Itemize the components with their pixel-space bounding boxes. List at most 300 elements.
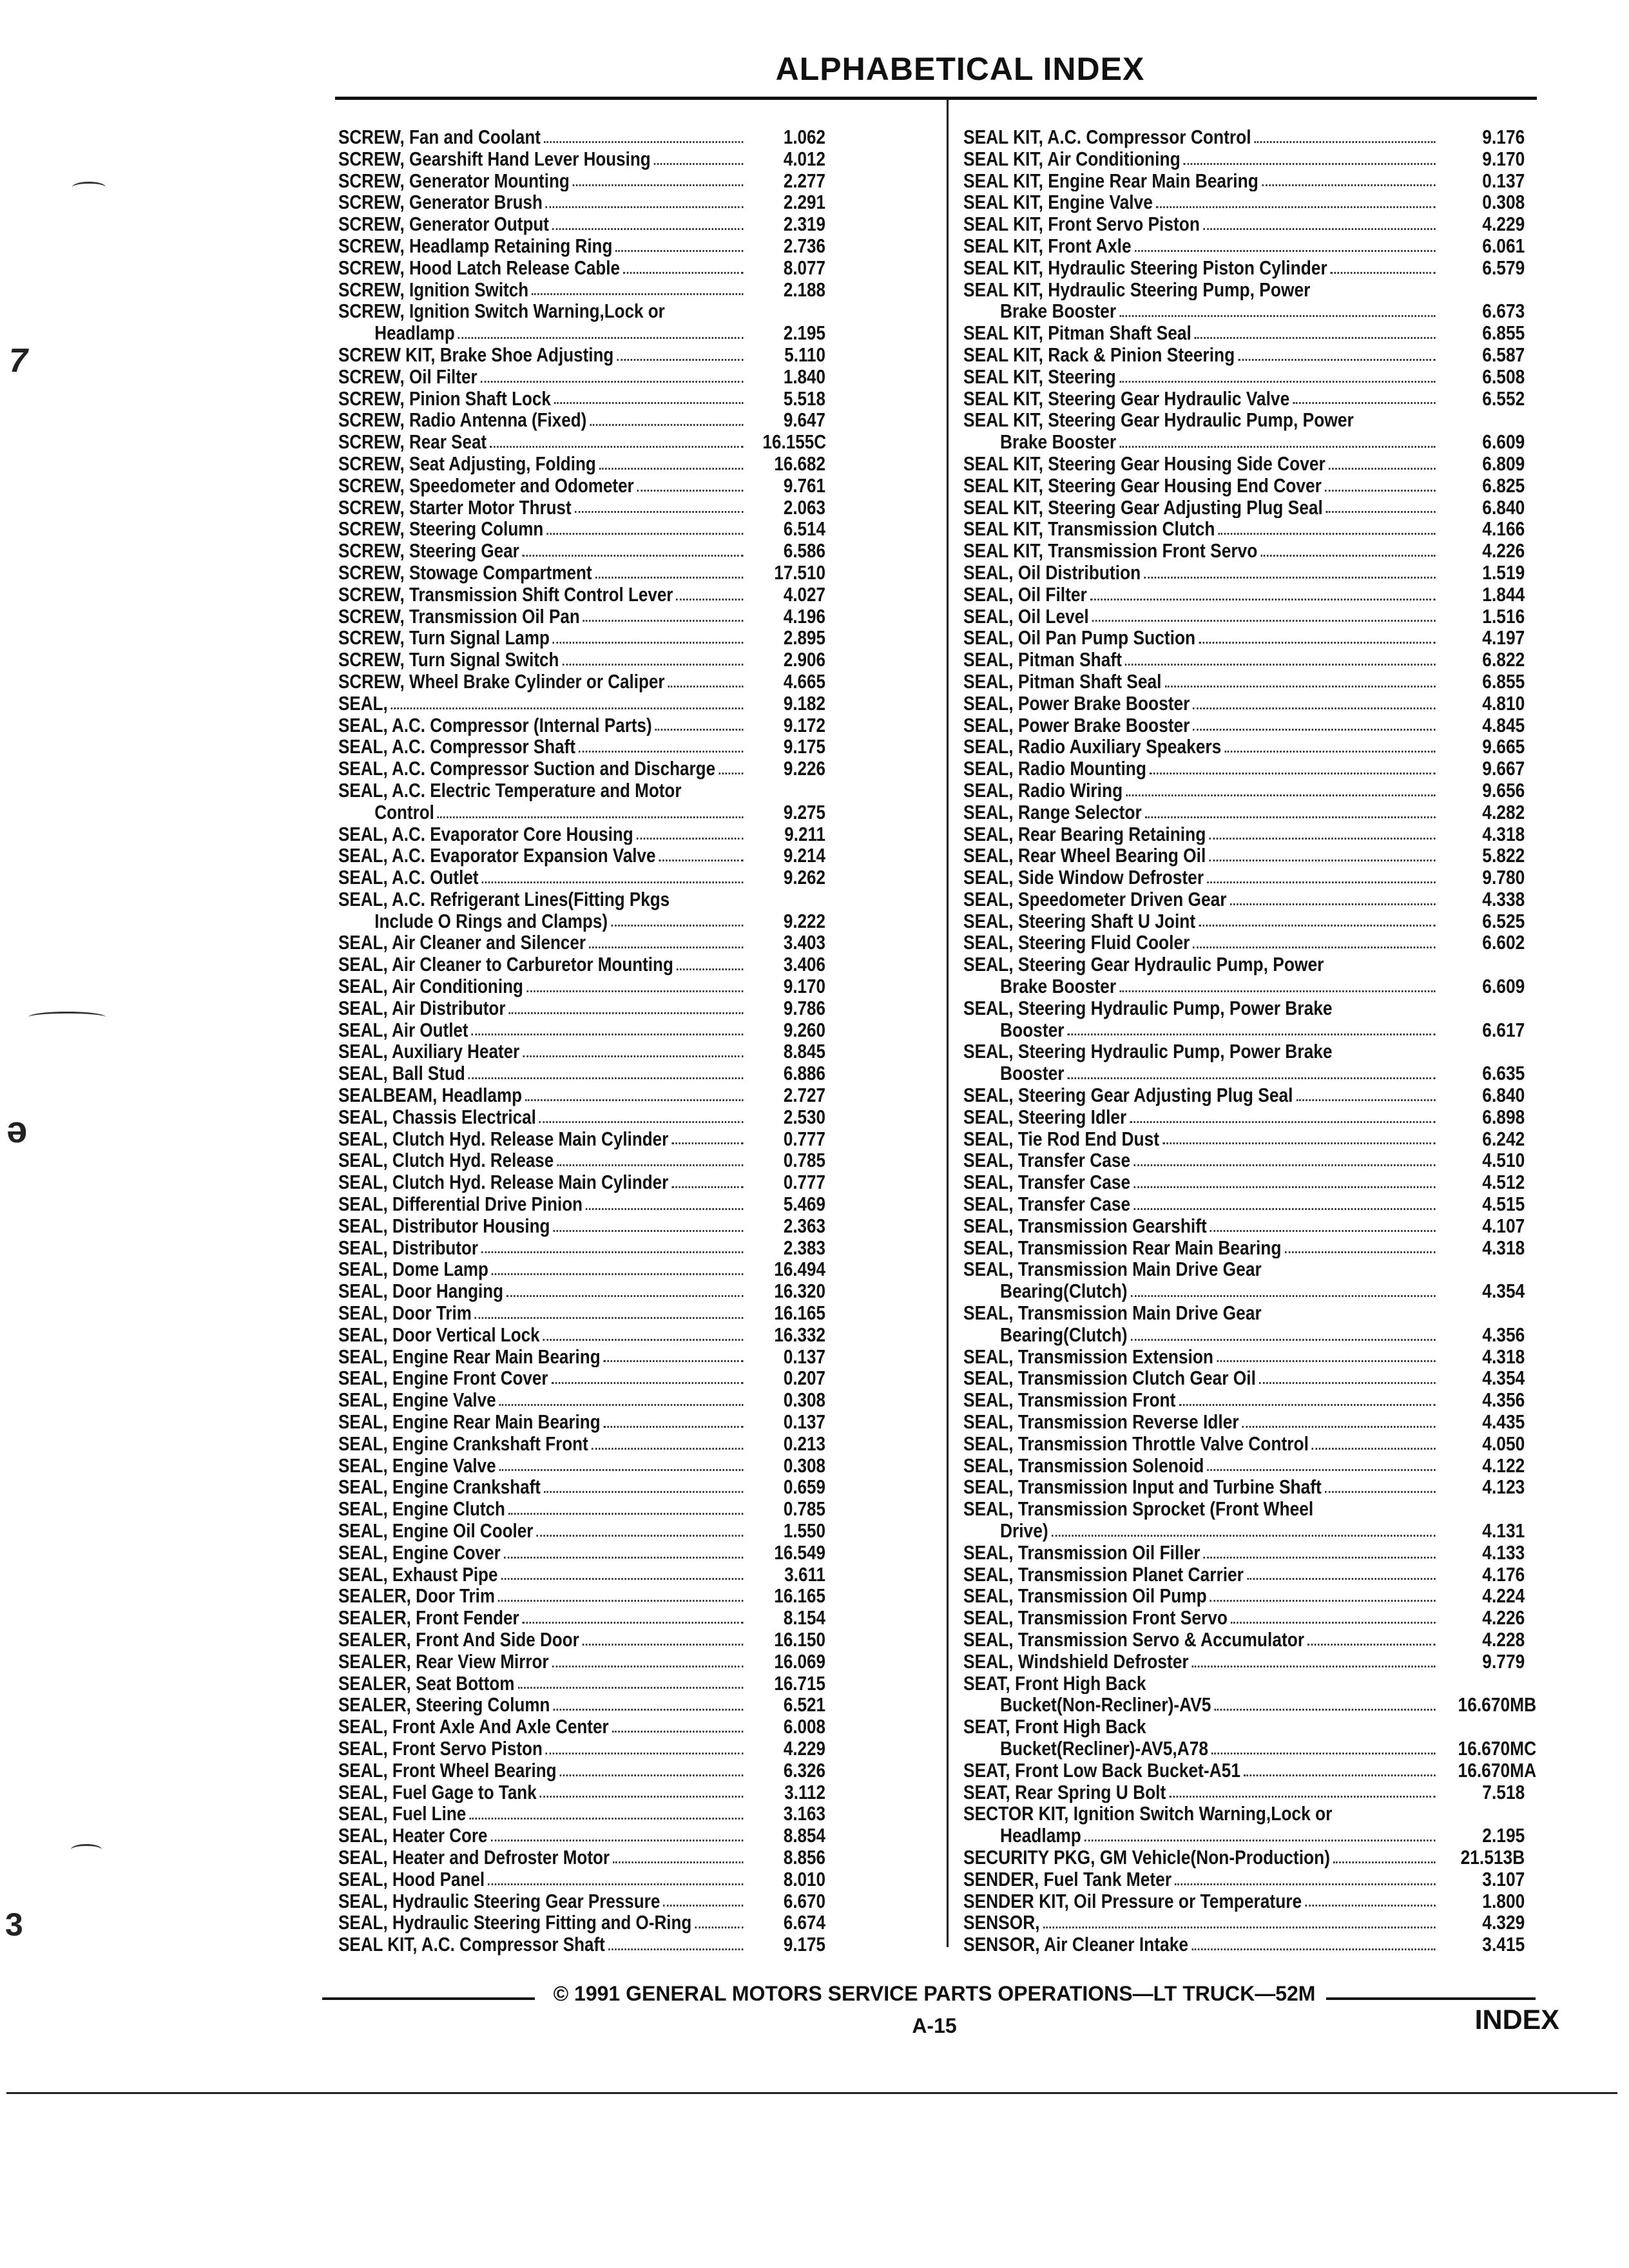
entry-description xyxy=(338,453,746,475)
entry-page-ref: 6.809 xyxy=(1482,452,1525,475)
margin-mark: 7 xyxy=(9,342,28,380)
entry-page-ref: 1.519 xyxy=(1482,561,1525,584)
entry-description-text: SEAL, Dome Lamp xyxy=(338,1258,488,1281)
entry-page-ref: 4.224 xyxy=(1482,1584,1525,1608)
entry-description xyxy=(963,1084,1439,1106)
footer-rule-right xyxy=(1326,1997,1536,2000)
dot-leader xyxy=(659,860,744,861)
entry-description-text: SCREW, Rear Seat xyxy=(338,431,487,453)
entry-description-text: Brake Booster xyxy=(999,975,1117,997)
entry-description-text: SCREW, Ignition Switch Warning,Lock or xyxy=(338,300,665,323)
entry-description xyxy=(338,1455,746,1477)
entry-page-ref: 8.845 xyxy=(783,1040,825,1063)
index-entry xyxy=(963,475,1525,497)
entry-description-text: SEAL, Air Cleaner and Silencer xyxy=(338,932,586,954)
entry-page-ref: 9.214 xyxy=(783,844,825,867)
entry-description xyxy=(963,344,1439,366)
dot-leader xyxy=(623,272,743,274)
entry-description-text: SEAL, Transmission Oil Filler xyxy=(963,1541,1200,1564)
index-entry-continuation xyxy=(963,1520,1525,1542)
entry-description-text: SEAL, Transmission Rear Main Bearing xyxy=(963,1236,1282,1259)
entry-description-text: SEAL, Door Trim xyxy=(338,1302,472,1324)
entry-page-ref: 5.110 xyxy=(784,343,825,366)
entry-description-text: SEAL, Rear Bearing Retaining xyxy=(963,823,1206,845)
entry-description xyxy=(963,1760,1439,1782)
entry-description-text: SEAL, Engine Crankshaft xyxy=(338,1476,541,1499)
entry-page-ref: 4.050 xyxy=(1482,1432,1525,1455)
dot-leader xyxy=(1144,577,1435,579)
index-entry xyxy=(338,1367,825,1389)
index-entry xyxy=(963,1411,1525,1433)
entry-description-text: SEAL, A.C. Compressor (Internal Parts) xyxy=(338,714,652,736)
entry-description xyxy=(963,932,1439,954)
dot-leader xyxy=(583,1644,744,1646)
entry-description xyxy=(963,1302,1439,1324)
entry-description-text: SEALER, Seat Bottom xyxy=(338,1672,515,1695)
entry-description xyxy=(338,997,746,1019)
entry-page-ref: 6.579 xyxy=(1482,256,1525,279)
dot-leader xyxy=(1193,947,1435,948)
index-entry xyxy=(963,213,1525,235)
entry-description-text: SEAL, Steering Hydraulic Pump, Power Brake xyxy=(963,1041,1333,1063)
entry-description-text: SEAL, Heater and Defroster Motor xyxy=(338,1846,610,1869)
entry-description-text: SEAL, A.C. Compressor Shaft xyxy=(338,736,575,758)
entry-description-text: SEAL, A.C. Compressor Suction and Discharge xyxy=(338,758,716,780)
entry-page-ref: 4.226 xyxy=(1482,539,1525,562)
dot-leader xyxy=(1312,1448,1436,1450)
entry-page-ref: 0.308 xyxy=(783,1454,825,1477)
dot-leader xyxy=(1195,337,1436,339)
index-entry xyxy=(963,758,1525,780)
entry-description xyxy=(963,279,1439,301)
entry-description-text: SEAL KIT, Transmission Clutch xyxy=(963,518,1215,541)
index-entry xyxy=(963,1673,1525,1695)
index-entry-continuation xyxy=(338,802,825,823)
entry-description xyxy=(338,431,746,453)
index-column-left xyxy=(338,126,825,1956)
dot-leader xyxy=(1199,642,1435,644)
entry-description xyxy=(338,1019,746,1041)
index-entry xyxy=(338,1237,825,1259)
index-entry xyxy=(963,671,1525,693)
entry-description xyxy=(338,148,746,170)
entry-description xyxy=(963,1803,1439,1825)
index-entry xyxy=(963,126,1525,148)
dot-leader xyxy=(668,686,744,687)
entry-description-text: SEAL, Engine Cover xyxy=(338,1541,501,1564)
entry-description-text: SENSOR, Air Cleaner Intake xyxy=(963,1934,1189,1956)
index-entry xyxy=(963,191,1525,213)
entry-page-ref: 5.518 xyxy=(783,387,825,410)
entry-page-ref: 4.318 xyxy=(1482,822,1525,845)
dot-leader xyxy=(575,511,744,513)
dot-leader xyxy=(1259,1382,1436,1384)
index-entry xyxy=(963,1716,1525,1738)
entry-description-text: SEAL KIT, Hydraulic Steering Piston Cylinder xyxy=(963,256,1327,279)
entry-page-ref: 9.211 xyxy=(784,822,825,845)
entry-description xyxy=(963,322,1439,344)
dot-leader xyxy=(604,1360,744,1362)
dot-leader xyxy=(573,184,743,186)
dot-leader xyxy=(1210,1600,1436,1602)
entry-page-ref: 4.027 xyxy=(783,582,825,606)
entry-description-text: SEAL, Transfer Case xyxy=(963,1193,1131,1215)
entry-description xyxy=(338,1694,746,1716)
entry-description xyxy=(338,606,746,628)
entry-page-ref: 16.069 xyxy=(774,1649,825,1673)
entry-page-ref: 9.170 xyxy=(1482,147,1525,170)
entry-description-text: SEAL, Hood Panel xyxy=(338,1868,485,1890)
entry-page-ref: 4.354 xyxy=(1482,1280,1525,1303)
index-entry xyxy=(338,1912,825,1934)
entry-description xyxy=(963,649,1439,671)
entry-page-ref: 2.895 xyxy=(783,626,825,649)
entry-description-text: SEAL, Ball Stud xyxy=(338,1062,465,1085)
entry-description-text: SEAL, Engine Rear Main Bearing xyxy=(338,1345,601,1368)
entry-description-text: SEAL, Oil Pan Pump Suction xyxy=(963,627,1196,649)
dot-leader xyxy=(546,206,743,208)
index-entry xyxy=(338,540,825,562)
entry-description xyxy=(1000,1694,1439,1716)
entry-page-ref: 9.665 xyxy=(1482,735,1525,758)
entry-description-text: SEAL, Clutch Hyd. Release xyxy=(338,1149,554,1172)
dot-leader xyxy=(1133,1186,1435,1188)
entry-description-text: SEAL KIT, Air Conditioning xyxy=(963,148,1181,170)
entry-page-ref: 4.122 xyxy=(1482,1454,1525,1477)
margin-scrawl xyxy=(71,1844,102,1855)
dot-leader xyxy=(517,1687,743,1689)
index-entry xyxy=(338,279,825,301)
entry-page-ref: 7.518 xyxy=(1482,1780,1525,1803)
entry-description-text: SEAL, Heater Core xyxy=(338,1825,488,1847)
entry-description-text: SEAL, Speedometer Driven Gear xyxy=(963,888,1227,910)
entry-description xyxy=(963,954,1439,975)
entry-description xyxy=(338,1041,746,1062)
entry-description-text: SEAL, A.C. Refrigerant Lines(Fitting Pkgs xyxy=(338,888,670,910)
entry-description xyxy=(963,388,1439,410)
entry-page-ref: 4.665 xyxy=(783,669,825,693)
index-entry xyxy=(963,257,1525,279)
entry-description-text: Brake Booster xyxy=(999,300,1117,323)
entry-description-text: SEAT, Front High Back xyxy=(963,1672,1146,1695)
entry-description xyxy=(963,1912,1439,1934)
entry-description xyxy=(963,1498,1439,1520)
entry-description xyxy=(338,1149,746,1171)
index-entry xyxy=(338,366,825,388)
entry-page-ref: 6.674 xyxy=(783,1911,825,1934)
dot-leader xyxy=(1333,1861,1436,1863)
entry-description-text: SEAT, Front Low Back Bucket-A51 xyxy=(963,1759,1240,1782)
entry-description-text: SEAL, Transfer Case xyxy=(963,1171,1131,1194)
entry-description-text: SEALER, Steering Column xyxy=(338,1694,550,1716)
index-entry xyxy=(338,649,825,671)
index-entry xyxy=(963,1607,1525,1629)
entry-description xyxy=(338,889,746,910)
entry-description-text: SEAT, Front High Back xyxy=(963,1716,1146,1738)
entry-page-ref: 6.673 xyxy=(1482,300,1525,323)
entry-description xyxy=(963,1106,1439,1128)
entry-description xyxy=(338,1585,746,1607)
entry-description-text: SEAL, Door Vertical Lock xyxy=(338,1323,540,1346)
dot-leader xyxy=(1162,1142,1436,1144)
entry-description-text: SCREW, Gearshift Hand Lever Housing xyxy=(338,148,651,170)
dot-leader xyxy=(1247,1578,1436,1580)
entry-description xyxy=(963,126,1439,148)
dot-leader xyxy=(1199,925,1435,927)
index-entry xyxy=(963,693,1525,715)
entry-page-ref: 6.886 xyxy=(783,1062,825,1085)
index-entry xyxy=(963,518,1525,540)
index-entry-continuation xyxy=(338,910,825,932)
entry-description xyxy=(963,1411,1439,1433)
entry-description-text: SCREW, Hood Latch Release Cable xyxy=(338,256,620,279)
index-entry xyxy=(338,213,825,235)
entry-page-ref: 3.107 xyxy=(1482,1867,1525,1890)
entry-description xyxy=(338,1062,746,1084)
entry-page-ref: 4.196 xyxy=(783,604,825,628)
entry-description-text: SEAL, Door Hanging xyxy=(338,1280,504,1303)
index-entry-continuation xyxy=(963,1062,1525,1084)
entry-page-ref: 6.514 xyxy=(783,517,825,541)
index-entry xyxy=(338,1847,825,1869)
entry-description xyxy=(963,213,1439,235)
entry-page-ref: 16.670MC xyxy=(1458,1736,1537,1760)
dot-leader xyxy=(677,968,743,970)
index-entry xyxy=(338,932,825,954)
entry-page-ref: 6.855 xyxy=(1482,322,1525,345)
entry-description xyxy=(338,1433,746,1455)
page-number: A-15 xyxy=(912,2014,957,2037)
entry-description-text: SEAL, Engine Clutch xyxy=(338,1498,505,1520)
entry-description-text: SEAL KIT, Steering Gear Hydraulic Pump, Power xyxy=(963,409,1354,432)
entry-description-text: SEAL KIT, Engine Valve xyxy=(963,191,1153,214)
entry-description xyxy=(1000,300,1439,322)
entry-description-text: SEAL, Auxiliary Heater xyxy=(338,1041,520,1063)
entry-page-ref: 16.332 xyxy=(774,1323,825,1346)
index-entry xyxy=(963,1476,1525,1498)
entry-page-ref: 9.176 xyxy=(1482,126,1525,148)
entry-description-text: SCREW, Oil Filter xyxy=(338,365,477,388)
entry-description xyxy=(338,975,746,997)
entry-description xyxy=(1000,1520,1439,1542)
index-entry xyxy=(963,148,1525,170)
dot-leader xyxy=(488,1883,743,1885)
entry-description xyxy=(963,1542,1439,1564)
entry-page-ref: 9.175 xyxy=(783,1933,825,1956)
dot-leader xyxy=(1131,1339,1436,1341)
entry-description-text: SCREW, Generator Brush xyxy=(338,191,543,214)
dot-leader xyxy=(1119,381,1436,383)
entry-description-text: SEAL, Transmission Sprocket (Front Wheel xyxy=(963,1498,1314,1520)
entry-description xyxy=(963,1455,1439,1477)
index-entry xyxy=(963,867,1525,889)
index-entry xyxy=(963,845,1525,867)
dot-leader xyxy=(1126,794,1435,796)
entry-description-text: Control xyxy=(374,801,434,823)
entry-page-ref: 3.112 xyxy=(784,1780,825,1803)
entry-description-text: SEAL, Hydraulic Steering Fitting and O-Ring xyxy=(338,1912,692,1934)
entry-description-text: Booster xyxy=(999,1062,1065,1085)
entry-description-text: SEAL, A.C. Electric Temperature and Motor xyxy=(338,779,682,802)
index-entry xyxy=(963,344,1525,366)
dot-leader xyxy=(695,1927,743,1928)
entry-page-ref: 0.659 xyxy=(783,1475,825,1499)
entry-description xyxy=(338,1171,746,1193)
dot-leader xyxy=(1285,1251,1436,1253)
index-entry xyxy=(963,1106,1525,1128)
title-rule xyxy=(335,97,1537,100)
entry-description-text: SEAL, Tie Rod End Dust xyxy=(963,1128,1160,1150)
entry-page-ref: 6.525 xyxy=(1482,909,1525,932)
entry-page-ref: 2.291 xyxy=(783,191,825,214)
entry-description xyxy=(338,1193,746,1215)
dot-leader xyxy=(1209,860,1435,861)
entry-description xyxy=(374,802,746,823)
index-entry xyxy=(963,1890,1525,1912)
entry-description xyxy=(338,1912,746,1934)
index-entry xyxy=(338,1738,825,1760)
dot-leader xyxy=(553,1709,743,1711)
dot-leader xyxy=(1192,1666,1436,1667)
entry-description-text: SCREW, Generator Output xyxy=(338,213,549,235)
entry-description-text: SEAL, Transmission Clutch Gear Oil xyxy=(963,1367,1256,1390)
entry-page-ref: 1.800 xyxy=(1482,1889,1525,1912)
index-entry-continuation xyxy=(963,1324,1525,1346)
dot-leader xyxy=(1210,1230,1436,1232)
entry-description-text: SEAT, Rear Spring U Bolt xyxy=(963,1781,1166,1803)
index-entry xyxy=(963,1149,1525,1171)
dot-leader xyxy=(1133,1208,1435,1210)
entry-description xyxy=(338,1346,746,1368)
entry-page-ref: 16.165 xyxy=(774,1584,825,1608)
entry-description xyxy=(963,191,1439,213)
index-entry xyxy=(963,1934,1525,1956)
entry-description xyxy=(963,1629,1439,1651)
index-entry xyxy=(963,736,1525,758)
index-entry xyxy=(963,889,1525,910)
entry-page-ref: 9.786 xyxy=(783,996,825,1019)
dot-leader xyxy=(586,1208,743,1210)
entry-page-ref: 4.845 xyxy=(1482,713,1525,736)
index-entry xyxy=(963,715,1525,736)
entry-description-text: SEAL, Windshield Defroster xyxy=(963,1650,1189,1673)
index-entry xyxy=(338,1782,825,1803)
entry-description-text: SEAL, Transmission Main Drive Gear xyxy=(963,1258,1262,1281)
dot-leader xyxy=(617,359,743,361)
index-entry xyxy=(338,1346,825,1368)
index-entry xyxy=(338,1062,825,1084)
dot-leader xyxy=(595,577,744,579)
entry-page-ref: 2.530 xyxy=(783,1105,825,1128)
index-entry xyxy=(963,1847,1525,1869)
entry-description-text: SEAL, Range Selector xyxy=(963,801,1142,823)
dot-leader xyxy=(1090,599,1436,601)
dot-leader xyxy=(552,228,743,230)
entry-page-ref: 4.228 xyxy=(1482,1628,1525,1651)
entry-description-text: SEALER, Front And Side Door xyxy=(338,1628,579,1651)
dot-leader xyxy=(599,468,744,470)
entry-description xyxy=(338,1803,746,1825)
entry-description-text: SEAL, Transmission Front xyxy=(963,1389,1176,1412)
entry-page-ref: 4.131 xyxy=(1482,1519,1525,1542)
dot-leader xyxy=(1217,1360,1436,1362)
entry-description xyxy=(963,1564,1439,1586)
dot-leader xyxy=(1329,468,1436,470)
dot-leader xyxy=(1193,707,1436,709)
dot-leader xyxy=(583,620,743,622)
entry-page-ref: 9.667 xyxy=(1482,757,1525,780)
entry-page-ref: 2.277 xyxy=(783,169,825,192)
entry-description xyxy=(1000,1062,1439,1084)
entry-description-text: SEAL, Transmission Front Servo xyxy=(963,1607,1228,1629)
dot-leader xyxy=(552,1382,744,1384)
dot-leader xyxy=(1231,1622,1436,1624)
index-entry xyxy=(338,1476,825,1498)
entry-page-ref: 8.854 xyxy=(783,1824,825,1847)
entry-description xyxy=(338,1106,746,1128)
entry-description-text: SEAL, Transfer Case xyxy=(963,1149,1131,1172)
entry-description-text: SCREW, Headlamp Retaining Ring xyxy=(338,235,613,257)
entry-page-ref: 0.137 xyxy=(783,1345,825,1368)
dot-leader xyxy=(1242,1426,1436,1428)
entry-description xyxy=(963,1607,1439,1629)
entry-description xyxy=(338,235,746,257)
entry-description xyxy=(963,910,1439,932)
dot-leader xyxy=(1260,555,1435,557)
index-entry xyxy=(963,780,1525,802)
entry-page-ref: 4.012 xyxy=(783,147,825,170)
entry-description-text: SEAL KIT, Steering Gear Hydraulic Valve xyxy=(963,387,1290,410)
entry-description xyxy=(963,475,1439,497)
dot-leader xyxy=(481,1251,743,1253)
entry-description xyxy=(338,867,746,889)
entry-description xyxy=(963,1651,1439,1673)
entry-page-ref: 4.229 xyxy=(783,1736,825,1760)
index-entry xyxy=(338,758,825,780)
entry-description xyxy=(338,627,746,649)
index-entry xyxy=(338,1302,825,1324)
index-entry xyxy=(338,867,825,889)
index-entry xyxy=(963,954,1525,975)
entry-page-ref: 2.383 xyxy=(783,1236,825,1259)
entry-description xyxy=(1000,1280,1439,1302)
entry-page-ref: 9.226 xyxy=(783,757,825,780)
entry-page-ref: 6.508 xyxy=(1482,365,1525,388)
index-entry xyxy=(963,279,1525,301)
dot-leader xyxy=(482,881,744,883)
index-entry xyxy=(963,1498,1525,1520)
index-entry xyxy=(338,453,825,475)
index-entry xyxy=(963,1455,1525,1477)
index-entry xyxy=(338,1455,825,1477)
entry-description-text: SCREW, Transmission Oil Pan xyxy=(338,605,580,628)
index-entry xyxy=(338,584,825,606)
index-entry xyxy=(963,1389,1525,1411)
entry-page-ref: 6.061 xyxy=(1482,234,1525,257)
index-entry xyxy=(338,1280,825,1302)
entry-description xyxy=(338,780,746,802)
dot-leader xyxy=(718,773,743,774)
dot-leader xyxy=(671,1186,743,1188)
index-entry xyxy=(338,1498,825,1520)
entry-description xyxy=(338,1738,746,1760)
entry-page-ref: 6.242 xyxy=(1482,1127,1525,1150)
entry-description xyxy=(963,497,1439,519)
entry-description-text: SEAL KIT, Steering Gear Housing End Cover xyxy=(963,474,1322,497)
entry-description xyxy=(963,606,1439,628)
dot-leader xyxy=(498,1600,743,1602)
entry-description xyxy=(1000,1019,1439,1041)
